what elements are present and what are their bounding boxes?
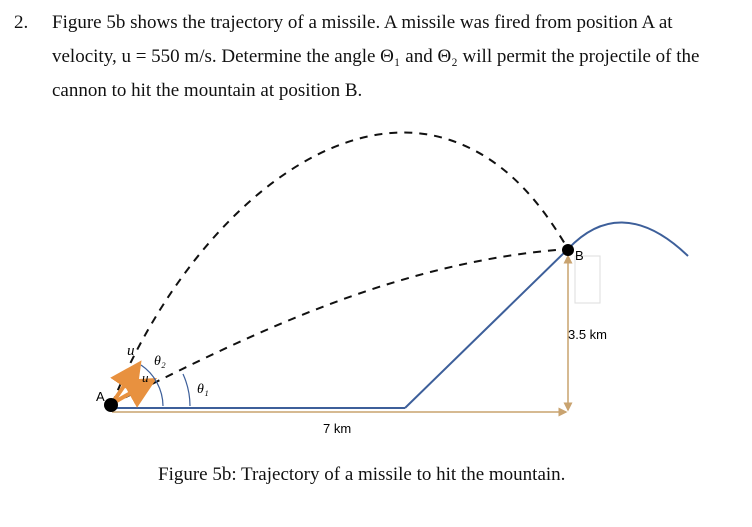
- mountain-slope: [405, 249, 568, 408]
- low-trajectory: [112, 249, 568, 404]
- mountain-peak: [568, 222, 688, 256]
- height-label: 3.5 km: [568, 327, 608, 342]
- question-line-text: velocity, u = 550 m/s. Determine the angle Θ₁ and Θ₂ will permit the projectile of the: [52, 46, 700, 67]
- theta-lower-arc: [183, 374, 190, 406]
- label-a: A: [96, 389, 105, 404]
- distance-label: 7 km: [323, 421, 352, 436]
- question-number: 2.: [14, 12, 29, 33]
- point-a: [104, 398, 118, 412]
- velocity-label-lower: u: [142, 370, 149, 385]
- velocity-label-upper: u: [127, 343, 135, 359]
- label-b: B: [575, 248, 584, 263]
- theta-lower-label: θ₁: [197, 382, 209, 397]
- question-line-text: Figure 5b shows the trajectory of a missile. A missile was fired from position A at: [52, 12, 673, 33]
- theta-upper-label: θ₂: [154, 354, 166, 369]
- point-b: [562, 244, 574, 256]
- label-box: [575, 256, 600, 303]
- figure-caption: Figure 5b: Trajectory of a missile to hit the mountain.: [158, 464, 566, 485]
- question-line-text: cannon to hit the mountain at position B.: [52, 80, 363, 101]
- high-trajectory: [112, 133, 568, 404]
